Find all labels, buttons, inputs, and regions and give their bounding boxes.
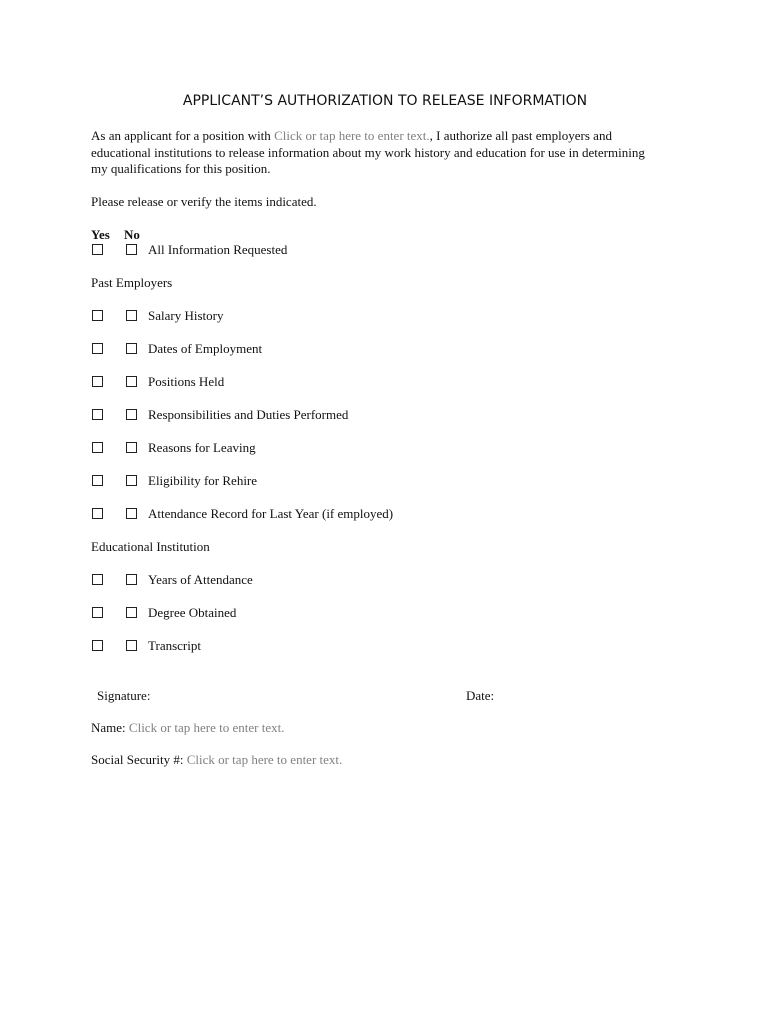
yes-checkbox[interactable] [92,640,103,651]
yes-checkbox[interactable] [92,409,103,420]
no-checkbox[interactable] [126,343,137,354]
yes-checkbox[interactable] [92,508,103,519]
name-line [91,720,285,736]
yes-checkbox[interactable] [92,574,103,585]
document-title: APPLICANT’S AUTHORIZATION TO RELEASE INFORMATION [182,93,588,109]
yes-column-header: Yes [91,227,110,242]
item-label: Degree Obtained [148,605,237,620]
yes-checkbox[interactable] [92,310,103,321]
name-field[interactable]: Click or tap here to enter text. [128,720,285,735]
ssn-field[interactable]: Click or tap here to enter text. [186,752,343,767]
yes-checkbox[interactable] [92,607,103,618]
no-checkbox[interactable] [126,376,137,387]
ssn-label: Social Security #: [91,752,184,767]
intro-paragraph [91,128,661,178]
no-checkbox[interactable] [126,409,137,420]
no-checkbox[interactable] [126,244,137,255]
item-label: Eligibility for Rehire [148,473,258,488]
item-label: Transcript [148,638,201,653]
name-label: Name: [91,720,126,735]
item-label: Reasons for Leaving [148,440,256,455]
item-label: All Information Requested [148,242,288,257]
yes-checkbox[interactable] [92,475,103,486]
position-field[interactable]: Click or tap here to enter text. [274,128,430,143]
no-checkbox[interactable] [126,442,137,453]
yes-checkbox[interactable] [92,376,103,387]
past-employers-heading: Past Employers [91,275,173,290]
no-checkbox[interactable] [126,475,137,486]
yes-checkbox[interactable] [92,343,103,354]
no-checkbox[interactable] [126,574,137,585]
item-label: Dates of Employment [148,341,263,356]
item-label: Attendance Record for Last Year (if employed) [148,506,394,521]
item-label: Salary History [148,308,224,323]
no-checkbox[interactable] [126,640,137,651]
intro-prefix: As an applicant for a position with [91,128,275,143]
no-checkbox[interactable] [126,607,137,618]
yes-checkbox[interactable] [92,244,103,255]
no-column-header: No [124,227,140,242]
date-label: Date: [466,688,495,703]
ssn-line [91,752,342,768]
no-checkbox[interactable] [126,508,137,519]
item-label: Positions Held [148,374,225,389]
yes-checkbox[interactable] [92,442,103,453]
item-label: Responsibilities and Duties Performed [148,407,349,422]
item-label: Years of Attendance [148,572,253,587]
signature-label: Signature: [97,688,151,703]
no-checkbox[interactable] [126,310,137,321]
instruction-text: Please release or verify the items indicated. [91,194,317,209]
intro-suffix: , I authorize all past employers and educational institutions to release information about my work history and education for use in determining my qualifications for this position. [91,128,645,176]
educational-institution-heading: Educational Institution [91,539,210,554]
